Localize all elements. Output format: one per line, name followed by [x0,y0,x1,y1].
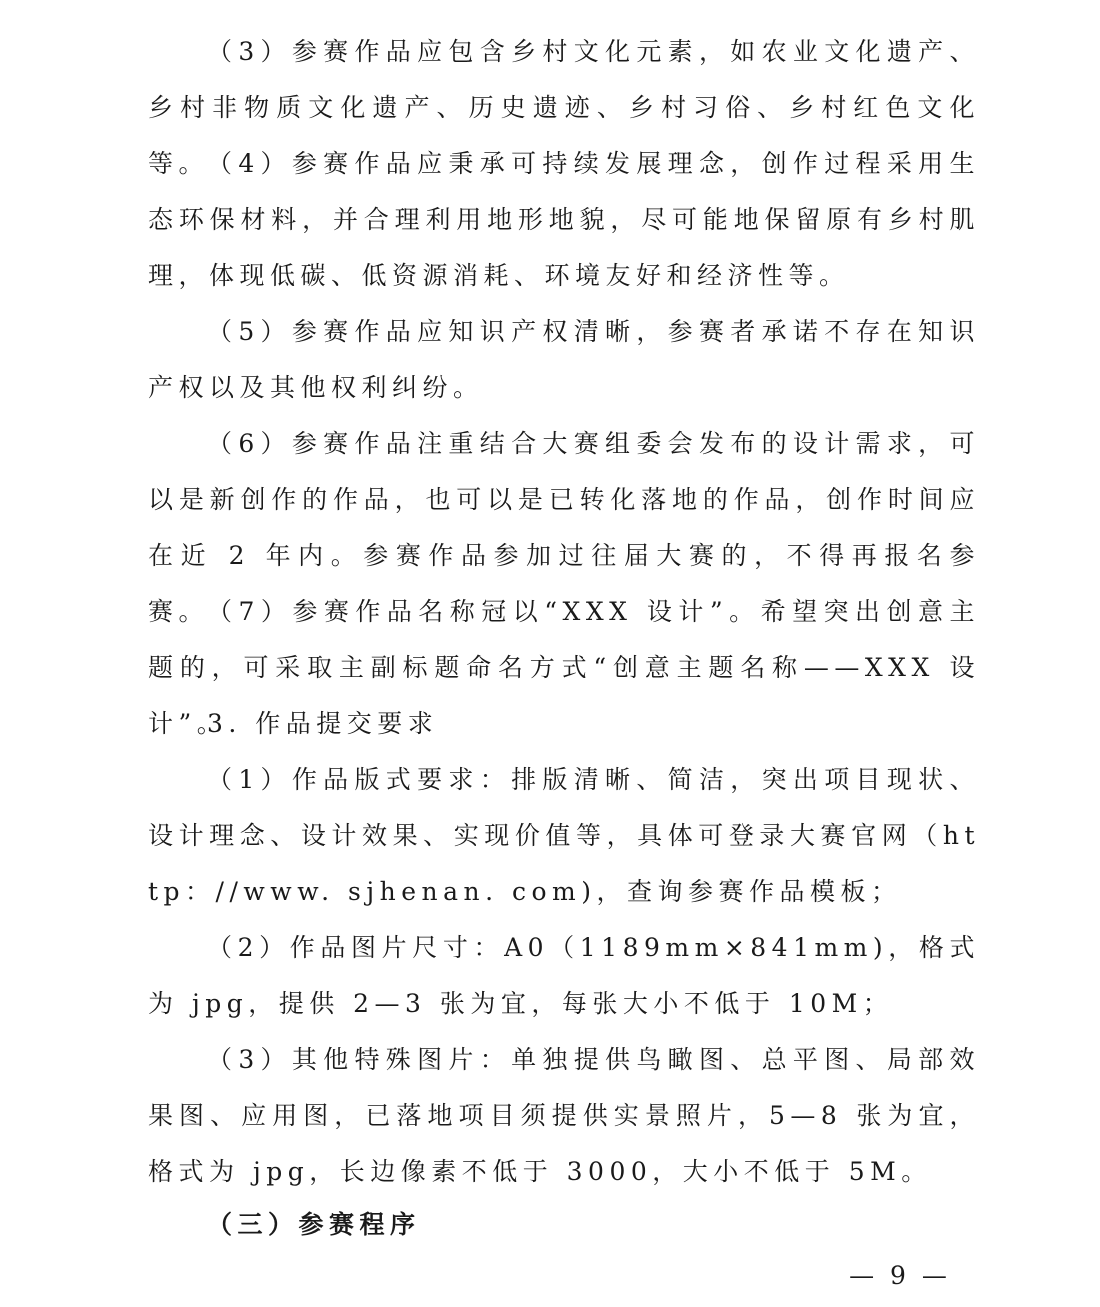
paragraph-work-naming: （7）参赛作品名称冠以“XXX 设计”。希望突出创意主题的，可采取主副标题命名方式“创意主题名称——XXX 设计”。 [148,597,980,738]
paragraph-design-requirements: （6）参赛作品注重结合大赛组委会发布的设计需求，可以是新创作的作品，也可以是已转化落地的作品，创作时间应在近 2 年内。参赛作品参加过往届大赛的，不得再报名参赛。 [148,429,980,626]
section-heading-submission-requirements: 3. 作品提交要求 [207,709,439,738]
paragraph-intellectual-property: （5）参赛作品应知识产权清晰，参赛者承诺不存在知识产权以及其他权利纠纷。 [148,317,980,402]
paragraph-sustainability: （4）参赛作品应秉承可持续发展理念，创作过程采用生态环保材料，并合理利用地形地貌，尽可能地保留原有乡村肌理，体现低碳、低资源消耗、环境友好和经济性等。 [148,149,980,290]
paragraph-special-images: （3）其他特殊图片：单独提供鸟瞰图、总平图、局部效果图、应用图，已落地项目须提供实景照片，5—8 张为宜，格式为 jpg，长边像素不低于 3000，大小不低于 5M。 [148,1045,980,1186]
paragraph-layout-requirements: （1）作品版式要求：排版清晰、简洁，突出项目现状、设计理念、设计效果、实现价值等，具体可登录大赛官网（http：//www. sjhenan. com)，查询参赛作品模板； [148,765,980,906]
paragraph-rural-culture: （3）参赛作品应包含乡村文化元素，如农业文化遗产、乡村非物质文化遗产、历史遗迹、乡村习俗、乡村红色文化等。 [148,37,980,178]
section-heading-entry-procedure: （三）参赛程序 [207,1210,421,1239]
paragraph-image-size: （2）作品图片尺寸：A0（1189mm×841mm)，格式为 jpg，提供 2—3 张为宜，每张大小不低于 10M； [148,933,980,1018]
page-number: — 9 — [849,1261,951,1290]
